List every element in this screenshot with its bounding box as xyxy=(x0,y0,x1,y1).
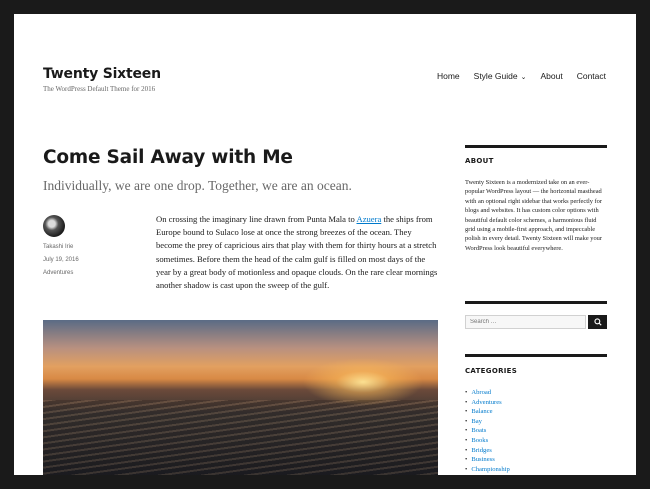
chevron-down-icon: ⌄ xyxy=(520,74,527,81)
about-widget-title: ABOUT xyxy=(465,157,494,165)
post-author[interactable]: Takashi Irie xyxy=(43,244,74,250)
post-body-text: On crossing the imaginary line drawn from Punta Mala to xyxy=(156,214,357,224)
widget-divider xyxy=(465,145,607,148)
site-title[interactable]: Twenty Sixteen xyxy=(43,66,161,82)
category-link[interactable]: • Bridges xyxy=(465,446,510,456)
post-body xyxy=(156,213,439,292)
featured-image xyxy=(43,320,438,475)
search-button[interactable] xyxy=(588,315,607,329)
search-input[interactable] xyxy=(465,315,586,329)
category-link[interactable]: • Balance xyxy=(465,407,510,417)
nav-item-home[interactable]: Home xyxy=(436,71,460,81)
post-subtitle: Individually, we are one drop. Together, we are an ocean. xyxy=(43,178,352,193)
main-navigation xyxy=(437,71,606,81)
site-description: The WordPress Default Theme for 2016 xyxy=(43,85,156,93)
category-link[interactable]: • Adventures xyxy=(465,398,510,408)
post-body-text: the ships from Europe bound to Sulaco lose at once the strong breezes of the ocean. They become the prey of capricious airs that play with them for thirty hours at a stretch sometimes. Before them the head of the calm gulf is filled on most days of the year by a great body of motionless and opaque clouds. On the rare clear mornings another shadow is cast upon the sweep of the gulf. xyxy=(156,214,438,291)
about-widget-text: Twenty Sixteen is a modernized take on an ever-popular WordPress layout — the horizontal masthead with an optional right sidebar that works perfectly for blogs and websites. It has custom color options with beautiful default color schemes, a harmonious fluid grid using a mobile-first approach, and impeccable polish in every detail. Twenty Sixteen will make your WordPress look beautiful everywhere. xyxy=(465,179,603,252)
post-body-link[interactable]: Azuera xyxy=(356,214,382,224)
post-title[interactable]: Come Sail Away with Me xyxy=(43,147,293,168)
post-date[interactable]: July 19, 2016 xyxy=(43,257,79,263)
category-link[interactable]: • Bay xyxy=(465,417,510,427)
category-link[interactable]: • Abroad xyxy=(465,388,510,398)
widget-divider xyxy=(465,354,607,357)
nav-item-about[interactable]: About xyxy=(540,71,563,81)
category-link[interactable]: • Boats xyxy=(465,426,510,436)
post-category[interactable]: Adventures xyxy=(43,270,74,276)
widget-divider xyxy=(465,301,607,304)
category-link[interactable]: • Business xyxy=(465,455,510,465)
avatar xyxy=(43,215,65,237)
nav-item-label: Style Guide xyxy=(473,71,518,81)
page xyxy=(14,14,636,475)
search-icon xyxy=(594,318,602,326)
nav-item-style-guide[interactable] xyxy=(474,71,527,81)
nav-item-contact[interactable]: Contact xyxy=(576,71,606,81)
category-list xyxy=(465,388,510,474)
category-link[interactable]: • Books xyxy=(465,436,510,446)
categories-widget-title: CATEGORIES xyxy=(465,367,518,375)
category-link[interactable]: • Championship xyxy=(465,465,510,475)
